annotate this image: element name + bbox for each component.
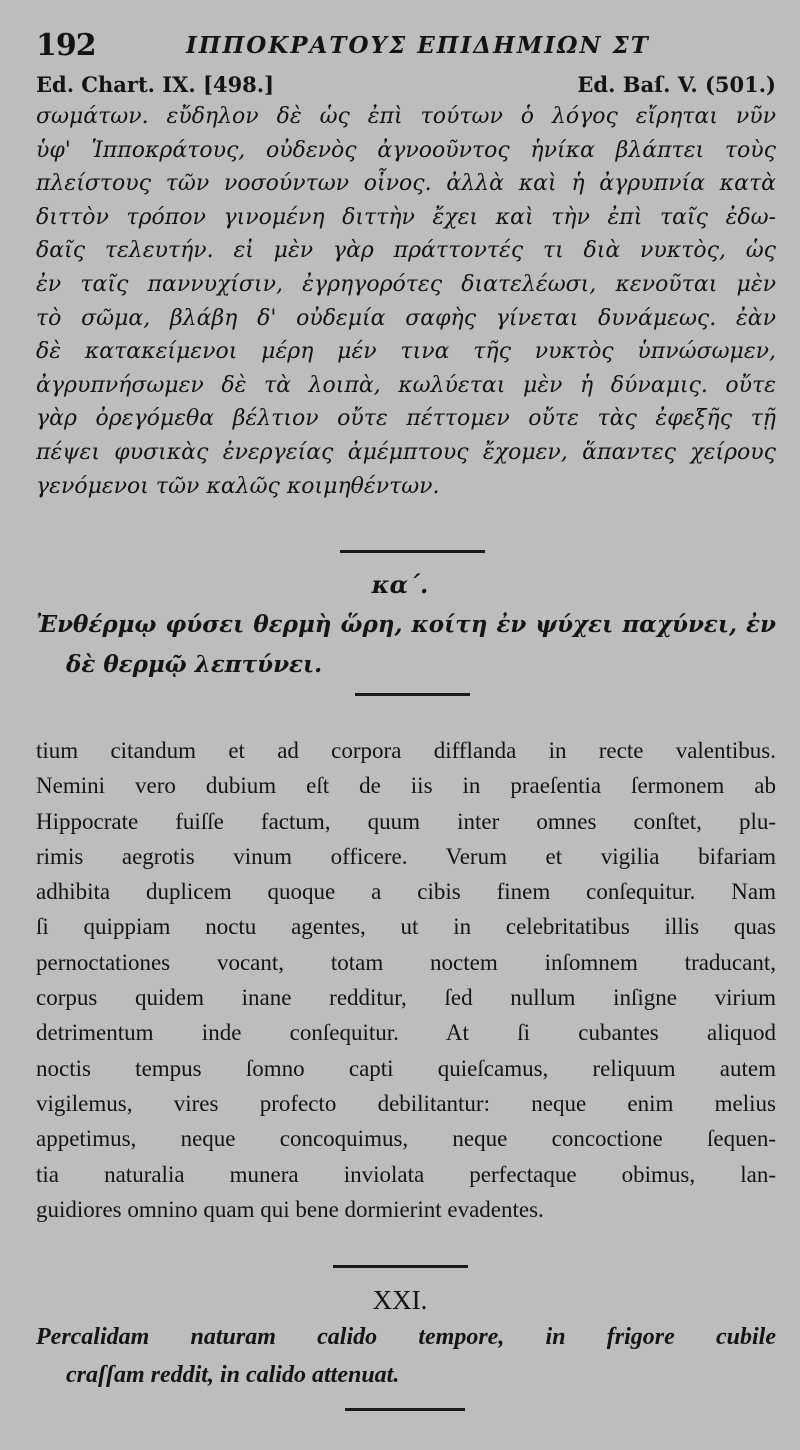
latin-commentary-line: guidiores omnino quam qui bene dormierint evadentes. [36,1196,544,1222]
section-divider [340,550,485,553]
greek-commentary [36,100,776,503]
greek-commentary-line: δαῖς τελευτήν. εἰ μὲν γὰρ πράττοντές τι διὰ νυκτὸς, ὡς [36,238,776,264]
latin-commentary-line: corpus quidem inane redditur, ſed nullum inſigne virium [36,985,776,1011]
latin-commentary [36,733,776,1227]
page-header [36,28,776,68]
greek-aphorism-line: Ἐνθέρμῳ φύσει θερμὴ ὥρη, κοίτη ἐν ψύχει παχύνει, ἐν [36,611,776,638]
latin-commentary-line: appetimus, neque concoquimus, neque concoctione ſequen- [36,1126,776,1152]
latin-commentary-line: adhibita duplicem quoque a cibis finem conſequitur. Nam [36,879,776,905]
greek-commentary-line: ὑφ' Ἱπποκράτους, οὐδενὸς ἀγνοοῦντος ἡνίκα βλάπτει τοὺς [36,137,776,163]
greek-commentary-line: δὲ κατακείμενοι μέρη μέν τινα τῆς νυκτὸς ὑπνώσωμεν, [36,339,776,365]
latin-commentary-line: detrimentum inde conſequitur. At ſi cubantes aliquod [36,1020,776,1046]
greek-commentary-line: πέψει φυσικὰς ἐνεργείας ἀμέμπτους ἔχομεν, ἅπαντες χείρους [36,439,776,465]
greek-commentary-line: ἐν ταῖς παννυχίσιν, ἐγρηγορότες διατελέωσι, κενοῦται μὲν [36,271,776,297]
section-divider [345,1408,465,1411]
greek-commentary-line: γενόμενοι τῶν καλῶς κοιμηθέντων. [36,473,440,499]
page-number: 192 [36,28,96,63]
greek-aphorism-line: δὲ θερμῷ λεπτύνει. [66,651,323,678]
greek-commentary-line: σωμάτων. εὔδηλον δὲ ὡς ἐπὶ τούτων ὁ λόγος εἴρηται νῦν [36,104,776,129]
greek-commentary-line: πλείστους τῶν νοσούντων οἶνος. ἀλλὰ καὶ ἡ ἀγρυπνία κατὰ [36,171,776,197]
greek-aphorism [36,605,776,685]
greek-commentary-line: γὰρ ὀρεγόμεθα βέλτιον οὔτε πέττομεν οὔτε τὰς ἐφεξῆς τῇ [36,406,776,432]
latin-commentary-line: pernoctationes vocant, totam noctem inſomnem traducant, [36,949,776,975]
latin-commentary-line: tium citandum et ad corpora difflanda in recte valentibus. [36,738,776,763]
edition-ref-basel: Ed. Baſ. V. (501.) [577,72,776,97]
greek-aphorism-number: κα΄. [371,570,429,599]
latin-commentary-line: tia naturalia munera inviolata perfectaque obimus, lan- [36,1161,776,1187]
latin-commentary-line: noctis tempus ſomno capti quieſcamus, reliquum autem [36,1055,776,1081]
running-title: ΙΠΠΟΚΡΑΤΟΥΣ ΕΠΙΔΗΜΙΩΝ ΣΤ [186,32,650,59]
latin-commentary-line: vigilemus, vires profecto debilitantur: neque enim melius [36,1090,776,1116]
latin-commentary-line: Nemini vero dubium eſt de iis in praeſentia ſermonem ab [36,773,776,799]
section-divider [333,1265,468,1268]
greek-commentary-line: διττὸν τρόπον γινομένη διττὴν ἔχει καὶ τὴν ἐπὶ ταῖς ἐδω- [36,204,776,230]
section-divider [355,693,470,696]
latin-aphorism [36,1318,776,1394]
greek-commentary-line: ἀγρυπνήσωμεν δὲ τὰ λοιπὰ, κωλύεται μὲν ἡ δύναμις. οὔτε [36,372,776,398]
latin-commentary-line: rimis aegrotis vinum officere. Verum et vigilia bifariam [36,843,776,869]
latin-aphorism-line: craſſam reddit, in calido attenuat. [66,1362,400,1388]
latin-commentary-line: ſi quippiam noctu agentes, ut in celebritatibus illis quas [36,914,776,940]
latin-commentary-line: Hippocrate fuiſſe factum, quum inter omnes conſtet, plu- [36,808,776,834]
latin-aphorism-line: Percalidam naturam calido tempore, in frigore cubile [36,1324,776,1350]
edition-ref-chart: Ed. Chart. IX. [498.] [36,72,275,97]
latin-aphorism-number: XXI. [372,1285,428,1315]
greek-commentary-line: τὸ σῶμα, βλάβη δ' οὐδεμία σαφὴς γίνεται δυνάμεως. ἐὰν [36,305,776,331]
edition-references [36,72,776,102]
